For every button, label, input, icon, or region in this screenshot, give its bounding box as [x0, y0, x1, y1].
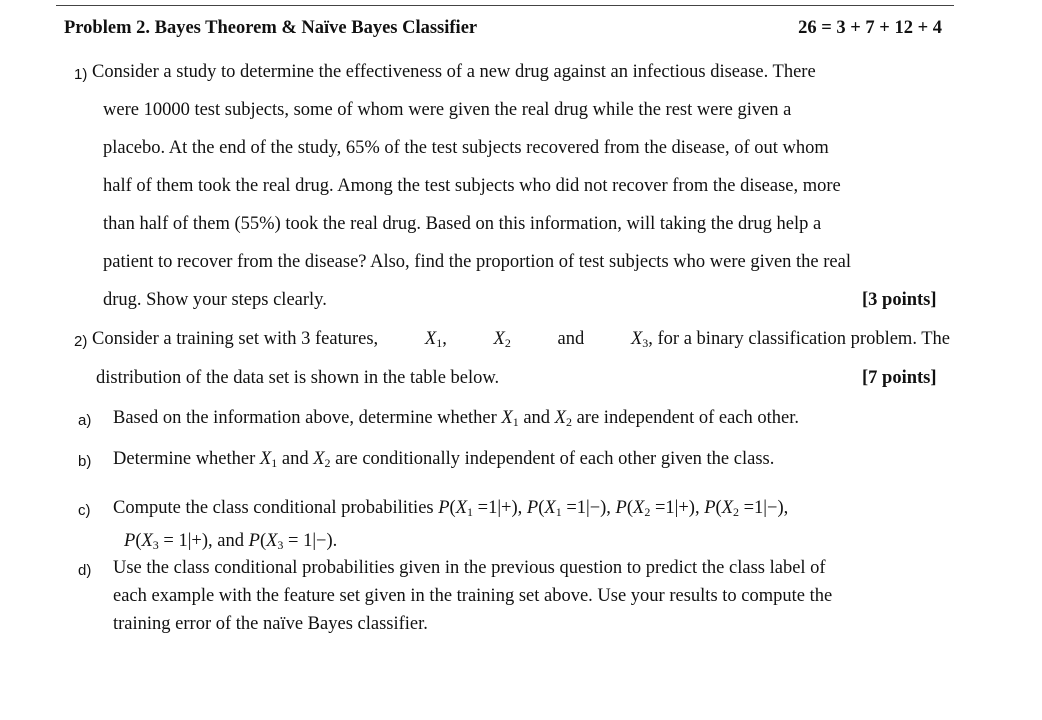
q1-number: 1): [74, 66, 88, 83]
problem-title: Problem 2. Bayes Theorem & Naïve Bayes Classifier: [64, 18, 478, 38]
q1-line-5: than half of them (55%) took the real drug. Based on this information, will taking the drug help a: [103, 214, 822, 234]
q1-line-1: Consider a study to determine the effectiveness of a new drug against an infectious disease. There: [92, 62, 816, 82]
part-d-line-2: each example with the feature set given in the training set above. Use your results to compute the: [113, 586, 833, 606]
q2-number: 2): [74, 333, 88, 350]
q2-line-2: distribution of the data set is shown in the table below.: [96, 368, 500, 388]
part-d-label: d): [78, 562, 92, 579]
top-rule: [56, 5, 954, 6]
q2-points: [7 points]: [862, 368, 937, 388]
q1-line-4: half of them took the real drug. Among the test subjects who did not recover from the disease, more: [103, 176, 841, 196]
q1-line-3: placebo. At the end of the study, 65% of the test subjects recovered from the disease, of out whom: [103, 138, 829, 158]
part-a-label: a): [78, 412, 92, 429]
part-d-line-1: Use the class conditional probabilities given in the previous question to predict the class label of: [113, 558, 826, 578]
problem-score: 26 = 3 + 7 + 12 + 4: [798, 18, 942, 38]
part-c-line-2: $P(X_3 = 1|+)$, and $P(X_3 = 1|-)$.: [124, 531, 338, 552]
q1-points: [3 points]: [862, 290, 937, 310]
part-c-label: c): [78, 502, 91, 519]
q2-line-1: Consider a training set with 3 features, $X_1$, $X_2$ and $X_3$, for a binary classification problem. The: [92, 329, 950, 350]
q1-line-7: drug. Show your steps clearly.: [103, 290, 327, 310]
part-c-line-1: Compute the class conditional probabilities $P(X_1 =1|+)$, $P(X_1 =1|-)$, $P(X_2 =1|+)$, $P(X_2 =1|-)$,: [113, 498, 789, 519]
part-b-text: Determine whether $X_1$ and $X_2$ are conditionally independent of each other given the class.: [113, 449, 775, 470]
part-a-text: Based on the information above, determine whether $X_1$ and $X_2$ are independent of each other.: [113, 408, 800, 429]
q1-line-2: were 10000 test subjects, some of whom were given the real drug while the rest were given a: [103, 100, 792, 120]
part-d-line-3: training error of the naïve Bayes classifier.: [113, 614, 428, 634]
problem-header: [64, 18, 942, 39]
q1-line-6: patient to recover from the disease? Also, find the proportion of test subjects who were given the real: [103, 252, 851, 272]
part-b-label: b): [78, 453, 92, 470]
